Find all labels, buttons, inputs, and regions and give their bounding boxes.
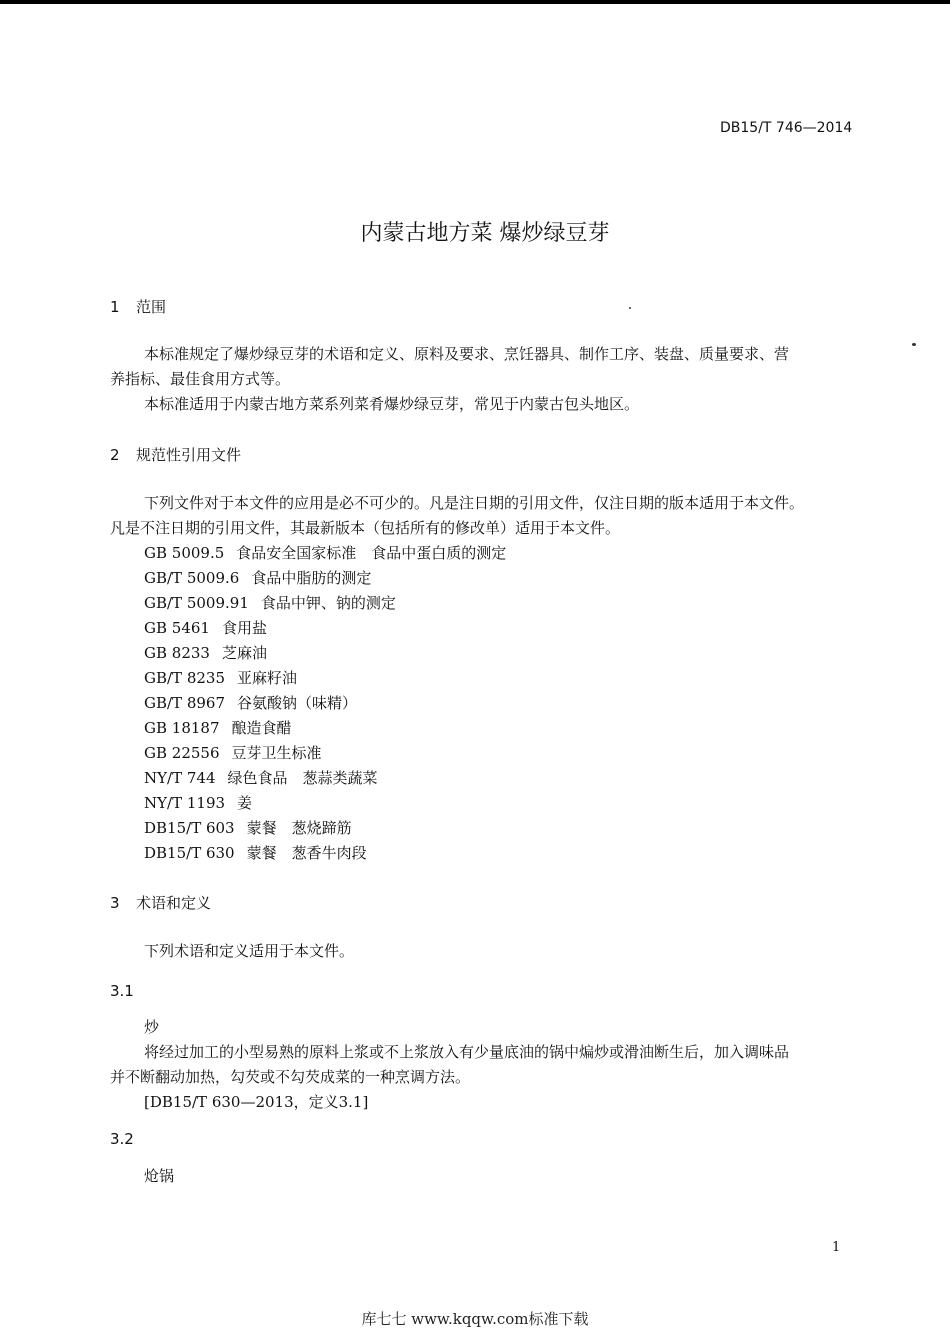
reference-item xyxy=(144,842,367,863)
reference-item xyxy=(144,592,396,613)
reference-item xyxy=(144,567,371,588)
reference-item xyxy=(144,667,297,688)
reference-name: 芝麻油 xyxy=(221,644,267,662)
reference-name: 蒙餐 葱香牛肉段 xyxy=(246,844,367,862)
section-1-para1-line1: 本标准规定了爆炒绿豆芽的术语和定义、原料及要求、烹饪器具、制作工序、装盘、质量要求、营 xyxy=(144,345,790,363)
reference-code: GB/T 8967 xyxy=(144,694,226,712)
section-number: 1 xyxy=(110,298,120,316)
reference-name: 绿色食品 葱蒜类蔬菜 xyxy=(227,769,378,787)
term-3-1-source: [DB15/T 630—2013，定义3.1] xyxy=(144,1093,369,1111)
reference-item xyxy=(144,692,357,713)
reference-name: 食用盐 xyxy=(221,619,267,637)
reference-code: GB/T 8235 xyxy=(144,669,226,687)
reference-name: 豆芽卫生标准 xyxy=(231,744,322,762)
reference-code: DB15/T 603 xyxy=(144,819,235,837)
term-3-2-title: 炝锅 xyxy=(144,1167,175,1185)
term-3-1-definition-line2: 并不断翻动加热，勾芡或不勾芡成菜的一种烹调方法。 xyxy=(110,1068,471,1086)
section-title: 术语和定义 xyxy=(136,894,212,912)
reference-code: GB 8233 xyxy=(144,644,210,662)
section-3-heading xyxy=(110,892,211,913)
reference-item xyxy=(144,792,252,813)
standard-id: DB15/T 746—2014 xyxy=(720,120,853,136)
page-number: 1 xyxy=(832,1240,841,1255)
reference-code: GB/T 5009.91 xyxy=(144,594,249,612)
reference-name: 食品中钾、钠的测定 xyxy=(260,594,396,612)
footer-watermark: 库七七 www.kqqw.com标准下载 xyxy=(361,1310,589,1328)
section-3-intro: 下列术语和定义适用于本文件。 xyxy=(144,942,355,960)
reference-code: GB 5461 xyxy=(144,619,210,637)
section-2-heading xyxy=(110,444,241,465)
reference-item xyxy=(144,717,292,738)
term-3-2-number: 3.2 xyxy=(110,1130,134,1148)
scan-speck xyxy=(912,343,916,346)
reference-name: 蒙餐 葱烧蹄筋 xyxy=(246,819,352,837)
reference-item xyxy=(144,542,506,563)
section-number: 3 xyxy=(110,894,120,912)
reference-code: GB 5009.5 xyxy=(144,544,225,562)
reference-item xyxy=(144,817,352,838)
term-3-1-title: 炒 xyxy=(144,1018,160,1036)
term-3-1-definition-line1: 将经过加工的小型易熟的原料上浆或不上浆放入有少量底油的锅中煸炒或滑油断生后，加入调味品 xyxy=(144,1043,790,1061)
reference-name: 酿造食醋 xyxy=(231,719,292,737)
section-title: 范围 xyxy=(136,298,167,316)
reference-name: 姜 xyxy=(237,794,253,812)
scan-border xyxy=(0,0,950,4)
section-number: 2 xyxy=(110,446,120,464)
reference-item xyxy=(144,642,267,663)
reference-code: GB 18187 xyxy=(144,719,220,737)
reference-item xyxy=(144,742,322,763)
section-2-intro-line2: 凡是不注日期的引用文件，其最新版本（包括所有的修改单）适用于本文件。 xyxy=(110,519,621,537)
section-1-para2: 本标准适用于内蒙古地方菜系列菜肴爆炒绿豆芽，常见于内蒙古包头地区。 xyxy=(144,395,640,413)
section-1-heading xyxy=(110,296,166,317)
reference-name: 食品安全国家标准 食品中蛋白质的测定 xyxy=(236,544,507,562)
section-1-para1-line2: 养指标、最佳食用方式等。 xyxy=(110,370,291,388)
term-3-1-number: 3.1 xyxy=(110,982,134,1000)
reference-code: DB15/T 630 xyxy=(144,844,235,862)
reference-name: 谷氨酸钠（味精） xyxy=(237,694,358,712)
reference-name: 亚麻籽油 xyxy=(237,669,298,687)
reference-code: NY/T 744 xyxy=(144,769,216,787)
reference-code: NY/T 1193 xyxy=(144,794,226,812)
reference-item xyxy=(144,767,378,788)
scan-speck xyxy=(629,307,631,309)
reference-code: GB/T 5009.6 xyxy=(144,569,240,587)
section-2-intro-line1: 下列文件对于本文件的应用是必不可少的。凡是注日期的引用文件，仅注日期的版本适用于本文件。 xyxy=(144,494,805,512)
section-title: 规范性引用文件 xyxy=(136,446,242,464)
reference-item xyxy=(144,617,267,638)
document-title: 内蒙古地方菜 爆炒绿豆芽 xyxy=(360,221,610,246)
reference-name: 食品中脂肪的测定 xyxy=(251,569,372,587)
reference-code: GB 22556 xyxy=(144,744,220,762)
